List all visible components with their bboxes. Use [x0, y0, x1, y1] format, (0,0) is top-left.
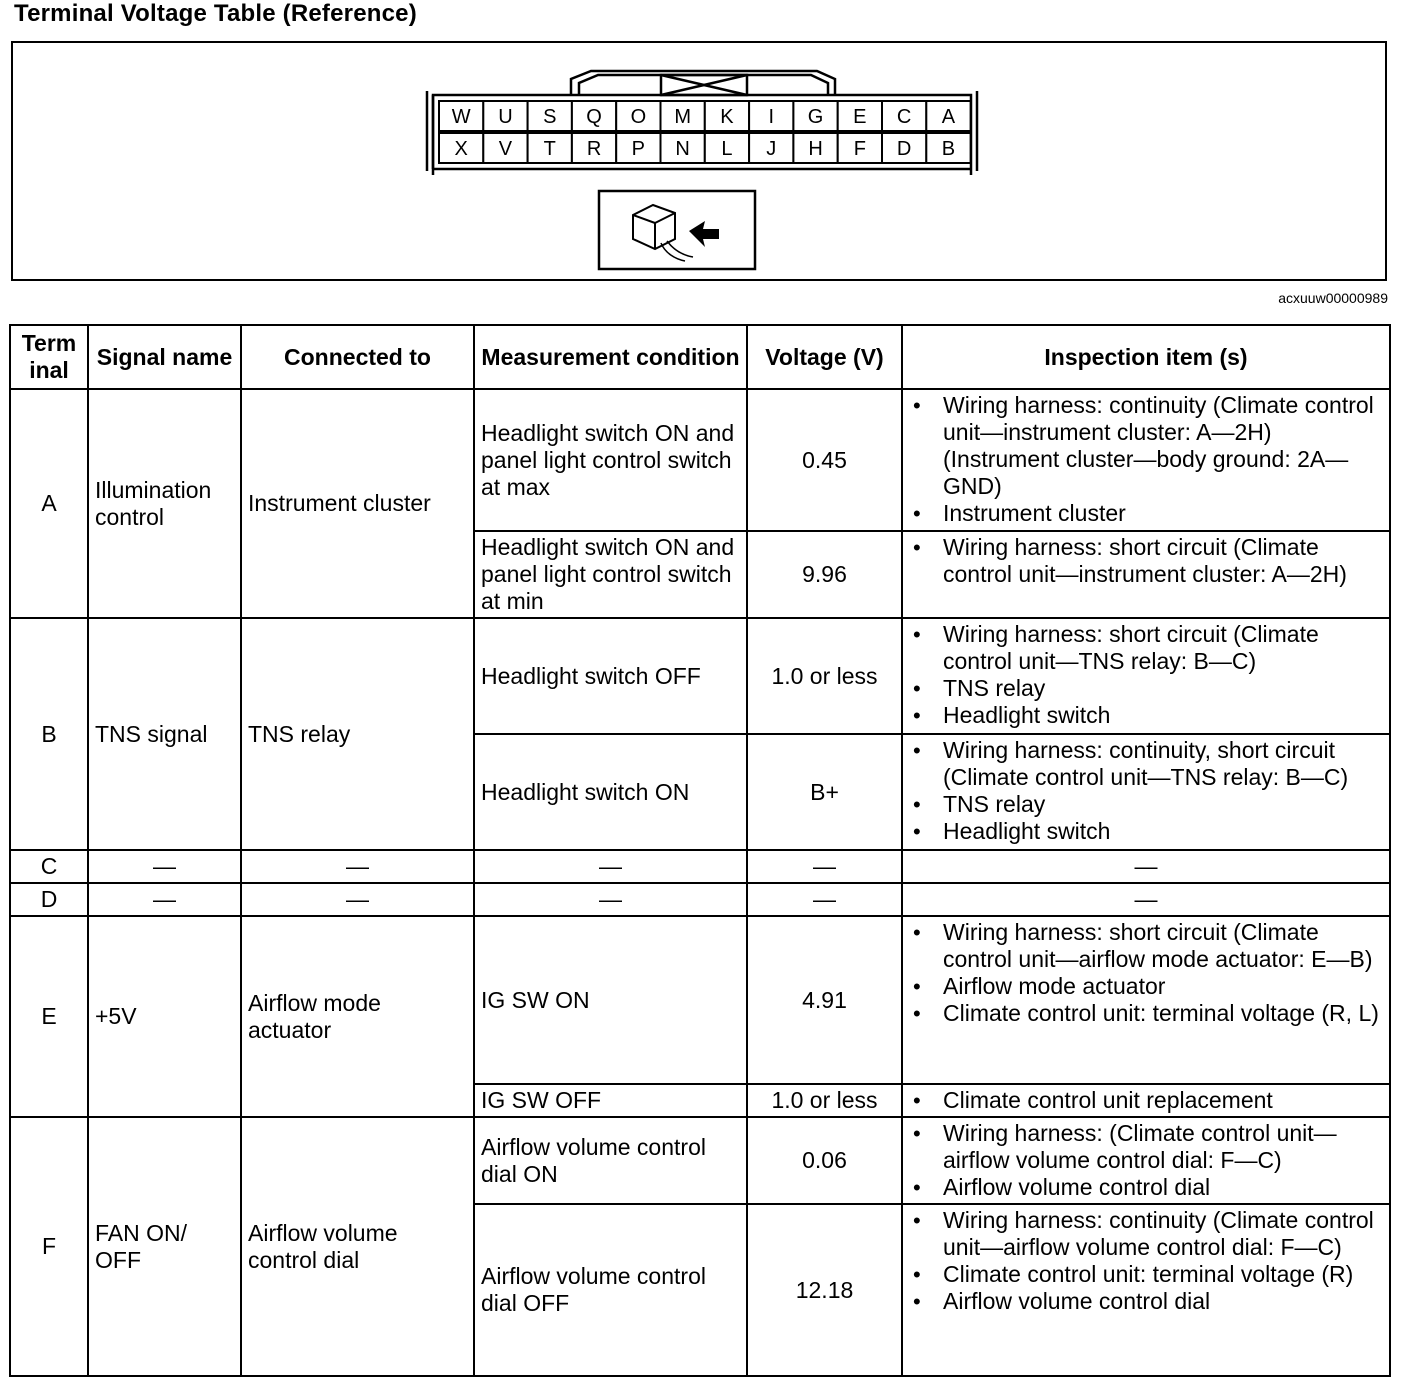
- terminal-cell: A: [10, 389, 88, 618]
- connector-diagram: [11, 41, 1387, 281]
- inspection-item: • Airflow mode actuator: [909, 973, 1383, 1000]
- connector-pin-label: N: [675, 138, 690, 160]
- connector-pin-label: H: [808, 138, 823, 160]
- signal-name-cell: FAN ON/ OFF: [88, 1117, 241, 1376]
- inspection-items-cell: [902, 1204, 1390, 1376]
- header-connected-to: Connected to: [241, 325, 474, 389]
- inspection-list: [909, 534, 1383, 588]
- inspection-item: • Wiring harness: short circuit (Climate control unit—TNS relay: B—C): [909, 621, 1383, 675]
- connector-pin-label: K: [720, 106, 734, 128]
- voltage-cell: 1.0 or less: [747, 618, 902, 734]
- connector-pin-label: R: [586, 138, 602, 160]
- terminal-cell: B: [10, 618, 88, 850]
- terminal-voltage-table: [9, 324, 1391, 1377]
- connector-pin-label: L: [721, 138, 733, 160]
- measurement-condition-cell: Headlight switch ON: [474, 734, 747, 850]
- measurement-condition-cell: IG SW OFF: [474, 1084, 747, 1117]
- inspection-item: • Wiring harness: continuity (Climate control unit—airflow volume control dial: F—C): [909, 1207, 1383, 1261]
- measurement-condition-cell: Headlight switch OFF: [474, 618, 747, 734]
- empty-dash-cell: —: [241, 850, 474, 883]
- voltage-cell: 1.0 or less: [747, 1084, 902, 1117]
- inspection-list: [909, 1087, 1383, 1114]
- inspection-items-cell: [902, 1084, 1390, 1117]
- connector-pin-label: D: [896, 138, 912, 160]
- empty-dash-cell: —: [747, 850, 902, 883]
- connected-to-cell: Instrument cluster: [241, 389, 474, 618]
- connector-pin-label: S: [543, 106, 557, 128]
- table-row: [10, 389, 1390, 531]
- table-row: [10, 916, 1390, 1084]
- voltage-cell: 4.91: [747, 916, 902, 1084]
- empty-dash-cell: —: [88, 883, 241, 916]
- connector-pin-label: T: [543, 138, 556, 160]
- header-terminal: Term inal: [10, 325, 88, 389]
- terminal-cell: D: [10, 883, 88, 916]
- connector-pin-label: G: [807, 106, 824, 128]
- header-measurement-condition: Measurement condition: [474, 325, 747, 389]
- inspection-item: • Airflow volume control dial: [909, 1288, 1383, 1315]
- figure-code: acxuuw00000989: [1278, 290, 1388, 306]
- inspection-item: • Climate control unit replacement: [909, 1087, 1383, 1114]
- voltage-cell: 0.06: [747, 1117, 902, 1204]
- measurement-condition-cell: Headlight switch ON and panel light control switch at max: [474, 389, 747, 531]
- inspection-list: [909, 919, 1383, 1027]
- empty-dash-cell: —: [747, 883, 902, 916]
- inspection-item: • Wiring harness: continuity, short circuit (Climate control unit—TNS relay: B—C): [909, 737, 1383, 791]
- inspection-item: • Wiring harness: (Climate control unit—airflow volume control dial: F—C): [909, 1120, 1383, 1174]
- header-voltage: Voltage (V): [747, 325, 902, 389]
- inspection-item: • TNS relay: [909, 791, 1383, 818]
- connected-to-cell: Airflow mode actuator: [241, 916, 474, 1117]
- measurement-condition-cell: Airflow volume control dial ON: [474, 1117, 747, 1204]
- table-row: [10, 618, 1390, 734]
- voltage-cell: 0.45: [747, 389, 902, 531]
- empty-dash-cell: —: [474, 850, 747, 883]
- connector-pin-label: C: [896, 106, 912, 128]
- measurement-condition-cell: IG SW ON: [474, 916, 747, 1084]
- connector-pin-label: M: [674, 106, 691, 128]
- table-row: [10, 883, 1390, 916]
- voltage-cell: B+: [747, 734, 902, 850]
- inspection-item: • Wiring harness: short circuit (Climate control unit—airflow mode actuator: E—B): [909, 919, 1383, 973]
- table-header-row: [10, 325, 1390, 389]
- inspection-items-cell: [902, 916, 1390, 1084]
- table-row: [10, 850, 1390, 883]
- inspection-item: • Headlight switch: [909, 818, 1383, 845]
- inspection-items-cell: [902, 734, 1390, 850]
- connector-pin-label: A: [941, 106, 956, 128]
- connector-drawing: [13, 43, 1389, 283]
- inspection-item: • Instrument cluster: [909, 500, 1383, 527]
- connector-pin-label: W: [451, 106, 471, 128]
- inspection-items-cell: [902, 531, 1390, 618]
- inspection-item: • Headlight switch: [909, 702, 1383, 729]
- measurement-condition-cell: Headlight switch ON and panel light control switch at min: [474, 531, 747, 618]
- inspection-item: • Airflow volume control dial: [909, 1174, 1383, 1201]
- terminal-cell: C: [10, 850, 88, 883]
- inspection-item: • Climate control unit: terminal voltage (R): [909, 1261, 1383, 1288]
- table-row: [10, 1117, 1390, 1204]
- connected-to-cell: TNS relay: [241, 618, 474, 850]
- connector-pin-label: O: [630, 106, 647, 128]
- header-inspection-items: Inspection item (s): [902, 325, 1390, 389]
- inspection-list: [909, 621, 1383, 729]
- header-signal-name: Signal name: [88, 325, 241, 389]
- connector-pin-label: Q: [586, 106, 602, 128]
- inspection-list: [909, 737, 1383, 845]
- connector-pin-label: E: [853, 106, 867, 128]
- inspection-item: • TNS relay: [909, 675, 1383, 702]
- terminal-cell: F: [10, 1117, 88, 1376]
- signal-name-cell: Illumination control: [88, 389, 241, 618]
- inspection-list: [909, 392, 1383, 527]
- connector-pin-label: I: [768, 106, 775, 128]
- signal-name-cell: TNS signal: [88, 618, 241, 850]
- empty-dash-cell: —: [474, 883, 747, 916]
- inspection-items-cell: [902, 618, 1390, 734]
- empty-dash-cell: —: [241, 883, 474, 916]
- voltage-cell: 9.96: [747, 531, 902, 618]
- connected-to-cell: Airflow volume control dial: [241, 1117, 474, 1376]
- inspection-item: • Wiring harness: continuity (Climate control unit—instrument cluster: A—2H) (Instrument cluster—body ground: 2A—GND): [909, 392, 1383, 500]
- empty-dash-cell: —: [902, 883, 1390, 916]
- harness-connector-probe-icon: [599, 191, 755, 269]
- inspection-list: [909, 1207, 1383, 1315]
- empty-dash-cell: —: [88, 850, 241, 883]
- inspection-item: • Wiring harness: short circuit (Climate control unit—instrument cluster: A—2H): [909, 534, 1383, 588]
- page-title: Terminal Voltage Table (Reference): [14, 0, 417, 27]
- inspection-items-cell: [902, 389, 1390, 531]
- inspection-item: • Climate control unit: terminal voltage (R, L): [909, 1000, 1383, 1027]
- connector-pin-label: V: [498, 138, 513, 160]
- connector-pin-label: X: [454, 138, 468, 160]
- voltage-cell: 12.18: [747, 1204, 902, 1376]
- measurement-condition-cell: Airflow volume control dial OFF: [474, 1204, 747, 1376]
- connector-pin-label: J: [766, 138, 777, 160]
- terminal-cell: E: [10, 916, 88, 1117]
- connector-pin-label: F: [853, 138, 866, 160]
- inspection-items-cell: [902, 1117, 1390, 1204]
- connector-pin-label: U: [498, 106, 513, 128]
- signal-name-cell: +5V: [88, 916, 241, 1117]
- inspection-list: [909, 1120, 1383, 1201]
- connector-pin-label: P: [631, 138, 646, 160]
- empty-dash-cell: —: [902, 850, 1390, 883]
- connector-pin-label: B: [941, 138, 956, 160]
